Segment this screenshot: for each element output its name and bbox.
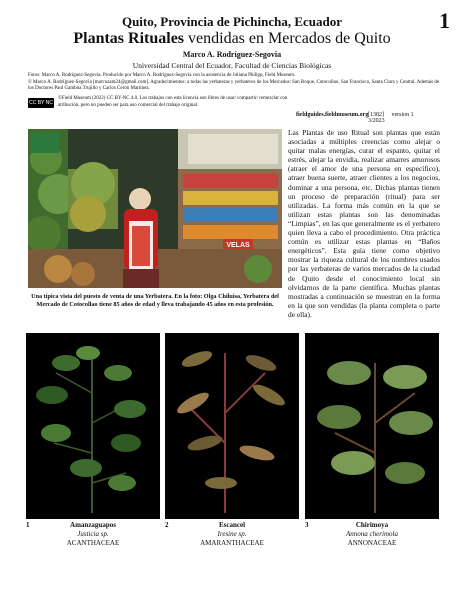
market-stall-photo — [28, 129, 282, 288]
institution: Universidad Central del Ecuador, Facultad de Ciencias Biológicas — [132, 61, 332, 70]
credits-line-1: Fotos: Marco A. Rodríguez-Segovia. Producido por Marco A. Rodríguez-Segovia con la asistencia de Juliana Philipp, Field Museum. — [28, 73, 296, 78]
plant-common-name: Escancel — [218, 521, 246, 529]
photo-caption: Una típica vista del puesto de venta de una Yerbatera. En la foto: Olga Chiluisa, Yerbatera del Mercado de Cotocollao tiene 85 años de edad y lleva trabajando 45 años en esta profesión. — [31, 293, 279, 308]
velas-sign: VELAS — [226, 242, 250, 249]
market-stall-illustration — [28, 129, 282, 288]
page-number: 1 — [439, 8, 450, 33]
plant-family: ACANTHACEAE — [66, 539, 120, 547]
document-meta — [368, 112, 442, 124]
plant-number: 3 — [305, 521, 309, 529]
document-id: [1382] — [368, 112, 384, 118]
plant-illustration-2 — [165, 333, 299, 519]
plant-family: AMARANTHACEAE — [200, 539, 264, 547]
plant-common-name: Chirimoya — [355, 521, 389, 529]
cc-license-icon[interactable]: CC BY NC — [29, 100, 53, 106]
site-link[interactable]: fieldguides.fieldmuseum.org — [296, 112, 369, 118]
plant-number: 2 — [165, 521, 169, 529]
plant-illustration-1 — [26, 333, 160, 519]
credits-line-2: © Marco A. Rodríguez-Segovia [marcozam24@gmail.com]. Agradecimientos: a todas las yerbateras y yerbateros de los Mercados: San Roque, Cotocollao, San Francisco, Santa Clara y Central. Además de los Doctores Paul Gamboa Trujillo y Carlos Cerón Martínez. — [28, 79, 440, 91]
plant-common-name: Amanzaguapos — [70, 521, 116, 529]
title-rest: vendidas en Mercados de Quito — [184, 30, 391, 47]
plant-scientific-name: Iresine sp. — [217, 530, 247, 538]
license-row — [28, 96, 442, 124]
plant-illustration-3 — [305, 333, 439, 519]
document-date: 3/2023 — [368, 118, 385, 124]
plant-photo-1 — [26, 333, 160, 519]
plant-family: ANNONACEAE — [347, 539, 397, 547]
main-title — [0, 30, 464, 48]
title-bold: Plantas Rituales — [73, 30, 185, 47]
location-title: Quito, Provincia de Pichincha, Ecuador — [121, 14, 343, 29]
plant-photo-2 — [165, 333, 299, 519]
plant-photo-3 — [305, 333, 439, 519]
plant-number: 1 — [26, 521, 30, 529]
author: Marco A. Rodríguez-Segovia — [182, 50, 282, 59]
intro-paragraph: Las Plantas de uso Ritual son plantas que están asociadas a múltiples creencias como alejar o quitar malas energías, curar el espanto, quitar el estrés, alejar la envidia, realizar amarres amorosos (atraer el amor de una persona en específico), atraer buena suerte, atraer clientes a los negocios, dominar a una persona, etc. Dichas plantas tienen un proceso de preparación (ritual) para ser utilizadas. La forma más común en la que se utilizan estas plantas son las denominadas “Limpias”, en las que generalmente es el yerbatero quien lleva a cabo el procedimiento. Otra práctica común es utilizar estas plantas en “Baños energéticos”. Esta guía tiene como objetivo mostrar la riqueza cultural de los nombres usados por las yerbateras de varios mercados de la ciudad de Quito desde el conocimiento local sin olvidarnos de la parte científica. Muchas plantas mostradas a continuación se muestran en la forma en la que son vendidas (la planta completa o parte de ella). — [288, 128, 440, 319]
plant-scientific-name: Justicia sp. — [77, 530, 109, 538]
credits — [28, 73, 442, 93]
license-text: ©Field Museum (2022) CC BY-NC 4.0. Los trabajos con esta licencia son libres de usar/ compartir/ remezclar con atribución, pero no pueden ser para uso comercial del trabajo original. — [58, 96, 288, 108]
plant-scientific-name: Annona cherimola — [346, 530, 398, 538]
document-version: version 1 — [391, 112, 414, 118]
